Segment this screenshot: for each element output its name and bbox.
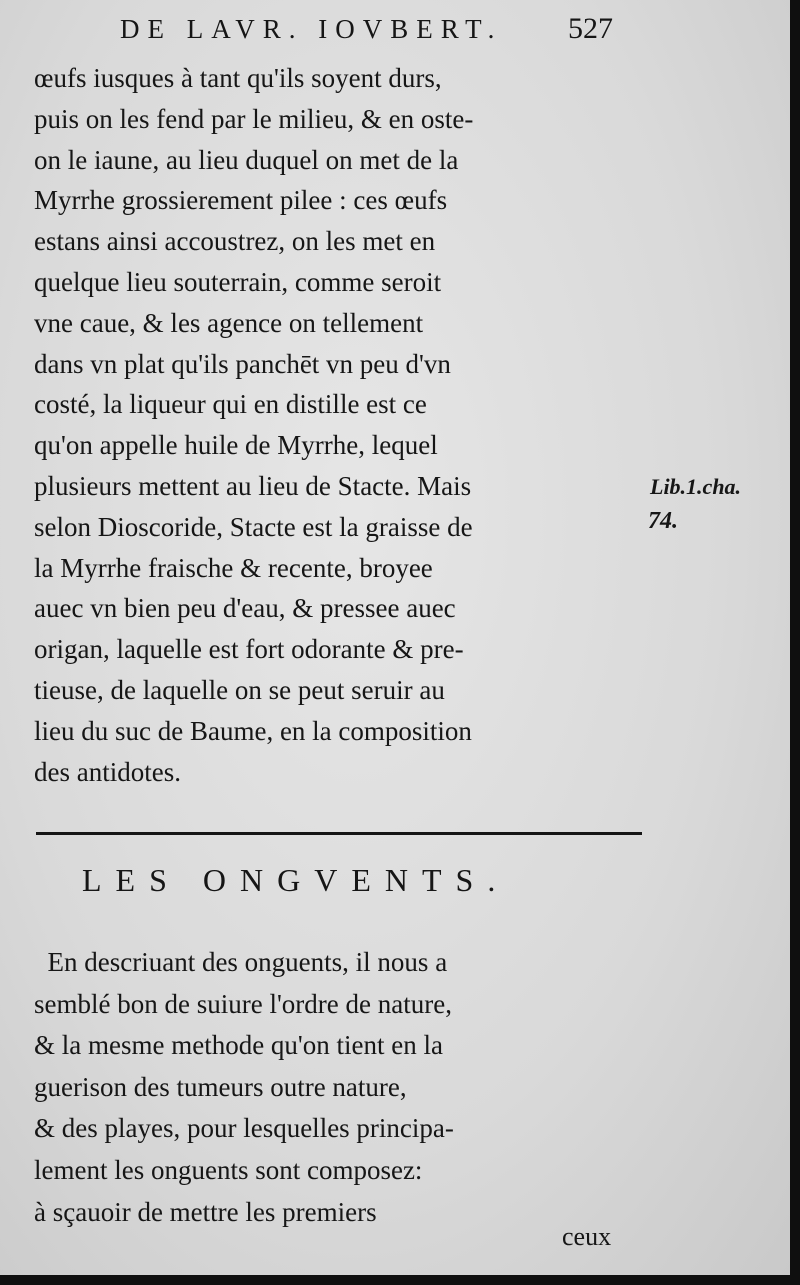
main-text-line: plusieurs mettent au lieu de Stacte. Mais <box>34 470 472 501</box>
section-text-block <box>34 942 644 1233</box>
main-text-line: œufs iusques à tant qu'ils soyent durs, <box>34 63 442 93</box>
main-text-line: quelque lieu souterrain, comme seroit <box>34 266 442 297</box>
running-title: DE LAVR. IOVBERT. <box>120 14 503 44</box>
main-text-line: estans ainsi accoustrez, on les met en <box>34 226 436 257</box>
section-text-line: En descriuant des onguents, il nous a <box>34 947 448 977</box>
main-text-line: des antidotes. <box>34 756 181 787</box>
main-text-line: on le iaune, au lieu duquel on met de la <box>34 144 459 175</box>
main-text-line: tieuse, de laquelle on se peut seruir au <box>34 674 445 705</box>
section-text-line: lement les onguents sont composez: <box>34 1154 423 1185</box>
main-text-line: Myrrhe grossierement pilee : ces œufs <box>34 185 448 216</box>
section-text-line: à sçauoir de mettre les premiers <box>34 1196 377 1227</box>
section-text-line: & des playes, pour lesquelles principa- <box>34 1113 454 1144</box>
margin-note-chapter: 74. <box>648 508 678 534</box>
section-text-line: semblé bon de suiure l'ordre de nature, <box>34 988 452 1019</box>
main-text-line: puis on les fend par le milieu, & en oste- <box>34 103 474 134</box>
page-number: 527 <box>568 12 613 45</box>
section-heading: LES ONGVENTS. <box>82 862 510 898</box>
main-text-line: la Myrrhe fraische & recente, broyee <box>34 552 433 583</box>
page-shadow-bottom <box>0 1275 800 1285</box>
main-text-line: vne caue, & les agence on tellement <box>34 307 424 338</box>
main-text-line: auec vn bien peu d'eau, & pressee auec <box>34 593 456 624</box>
main-text-line: costé, la liqueur qui en distille est ce <box>34 389 427 420</box>
main-text-block <box>34 58 644 792</box>
margin-note-reference: Lib.1.cha. <box>650 474 742 499</box>
page-shadow-right <box>790 0 800 1285</box>
section-text-line: & la mesme methode qu'on tient en la <box>34 1030 444 1061</box>
section-text-line: guerison des tumeurs outre nature, <box>34 1071 407 1102</box>
main-text-line: origan, laquelle est fort odorante & pre- <box>34 634 464 665</box>
catchword: ceux <box>562 1222 612 1251</box>
main-text-line: dans vn plat qu'ils panchēt vn peu d'vn <box>34 348 451 379</box>
section-divider <box>36 832 642 835</box>
main-text-line: lieu du suc de Baume, en la composition <box>34 715 472 746</box>
main-text-line: qu'on appelle huile de Myrrhe, lequel <box>34 430 438 461</box>
main-text-line: selon Dioscoride, Stacte est la graisse de <box>34 511 473 542</box>
